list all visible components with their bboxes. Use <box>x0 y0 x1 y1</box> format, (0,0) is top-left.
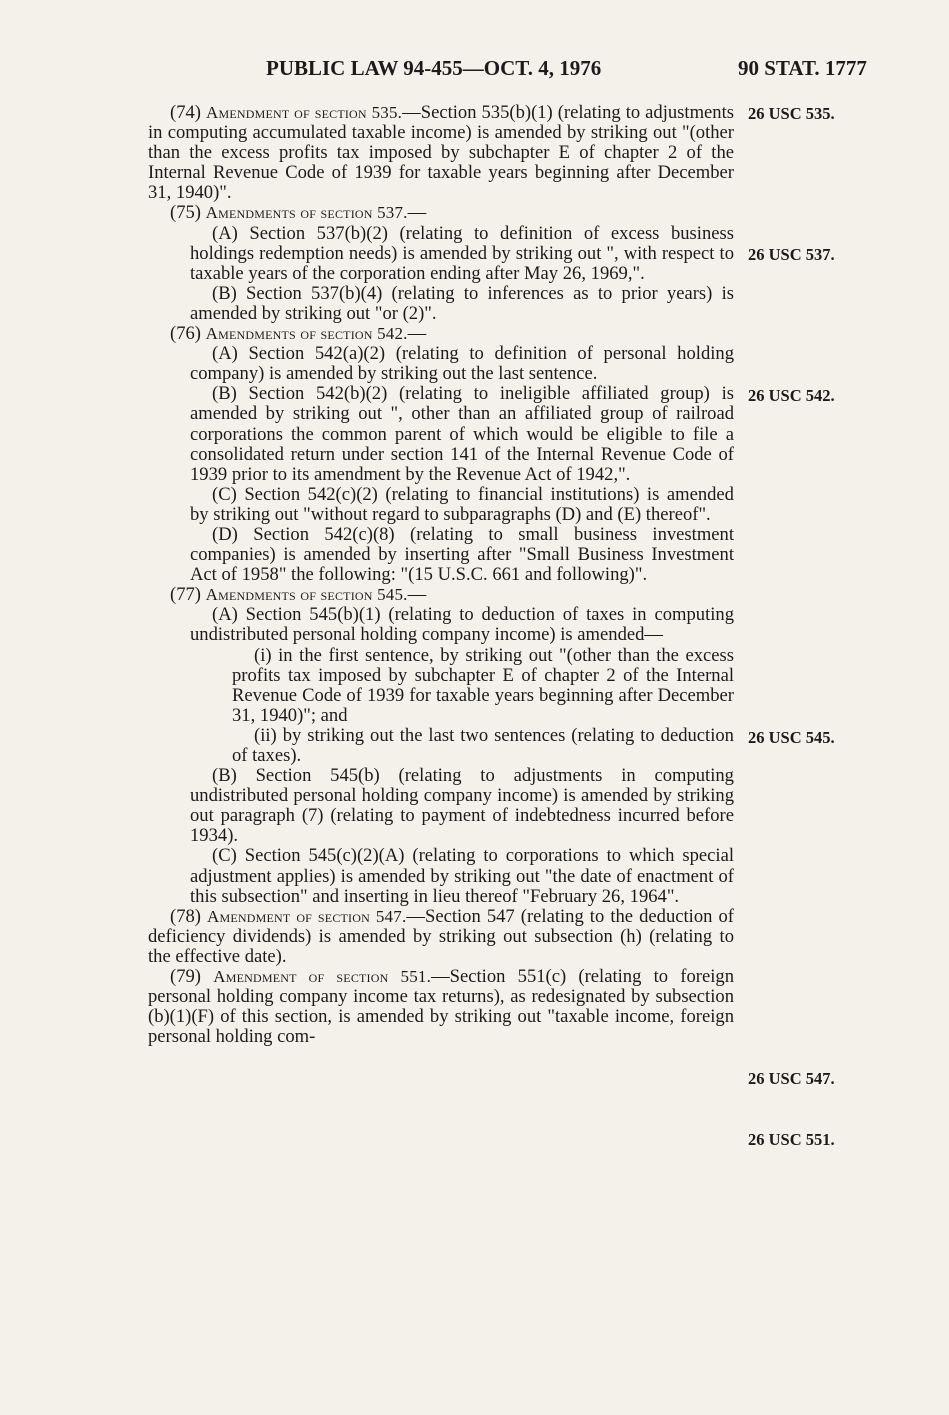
paragraph-75-b: (B) Section 537(b)(4) (relating to inferences as to prior years) is amended by striking out "or (2)". <box>190 282 734 324</box>
paragraph-79: (79) Amendment of section 551.—Section 551(c) (relating to foreign personal holding company income tax returns), as redesignated by subsection (b)(1)(F) of this section, is amended by striking out "taxable income, foreign personal holding com- <box>148 966 734 1048</box>
paragraph-77-c: (C) Section 545(c)(2)(A) (relating to corporations to which special adjustment applies) is amended by striking out "the date of enactment of this subsection" and inserting in lieu thereof "February 26, 1964". <box>190 845 734 907</box>
paragraph-76-a: (A) Section 542(a)(2) (relating to definition of personal holding company) is amended by striking out the last sentence. <box>190 343 734 385</box>
paragraph-75: (75) Amendments of section 537.— <box>170 202 427 224</box>
running-title: PUBLIC LAW 94-455—OCT. 4, 1976 <box>266 56 602 80</box>
margin-note-547: 26 USC 547. <box>748 1069 835 1088</box>
law-text <box>148 103 734 1047</box>
paragraph-76: (76) Amendments of section 542.— <box>170 323 427 345</box>
paragraph-77-a: (A) Section 545(b)(1) (relating to deduction of taxes in computing undistributed personal holding company income) is amended— <box>190 604 734 646</box>
stat-citation: 90 STAT. 1777 <box>738 56 867 80</box>
paragraph-74: (74) Amendment of section 535.—Section 535(b)(1) (relating to adjustments in computing accumulated taxable income) is amended by striking out "(other than the excess profits tax imposed by subchapter E of chapter 2 of the Internal Revenue Code of 1939 for taxable years beginning after December 31, 1940)". <box>148 102 734 204</box>
paragraph-77: (77) Amendments of section 545.— <box>170 584 427 606</box>
paragraph-78: (78) Amendment of section 547.—Section 547 (relating to the deduction of deficiency dividends) is amended by striking out subsection (h) (relating to the effective date). <box>148 905 734 967</box>
paragraph-76-b: (B) Section 542(b)(2) (relating to ineligible affiliated group) is amended by striking out ", other than an affiliated group of railroad corporations the common parent of which would be eligible to file a consolidated return under section 141 of the Internal Revenue Code of 1939 prior to its amendment by the Revenue Act of 1942,". <box>190 383 734 485</box>
paragraph-77-b: (B) Section 545(b) (relating to adjustments in computing undistributed personal holding company income) is amended by striking out paragraph (7) (relating to payment of indebtedness incurred before 1934). <box>190 765 734 847</box>
margin-note-545: 26 USC 545. <box>748 728 835 747</box>
margin-note-535: 26 USC 535. <box>748 104 835 123</box>
paragraph-77-a-ii: (ii) by striking out the last two sentences (relating to deduction of taxes). <box>232 724 734 766</box>
margin-note-537: 26 USC 537. <box>748 245 835 264</box>
paragraph-75-a: (A) Section 537(b)(2) (relating to definition of excess business holdings redemption needs) is amended by striking out ", with respect to taxable years of the corporation ending after May 26, 1969,". <box>190 222 734 284</box>
paragraph-76-c: (C) Section 542(c)(2) (relating to financial institutions) is amended by striking out "without regard to subparagraphs (D) and (E) thereof". <box>190 483 734 525</box>
margin-note-542: 26 USC 542. <box>748 386 835 405</box>
paragraph-77-a-i: (i) in the first sentence, by striking out "(other than the excess profits tax imposed by subchapter E of chapter 2 of the Internal Revenue Code of 1939 for taxable years beginning after December 31, 1940)"; and <box>232 644 734 726</box>
paragraph-76-d: (D) Section 542(c)(8) (relating to small business investment companies) is amended by inserting after "Small Business Investment Act of 1958" the following: "(15 U.S.C. 661 and following)". <box>190 523 734 586</box>
margin-note-551: 26 USC 551. <box>748 1130 835 1149</box>
